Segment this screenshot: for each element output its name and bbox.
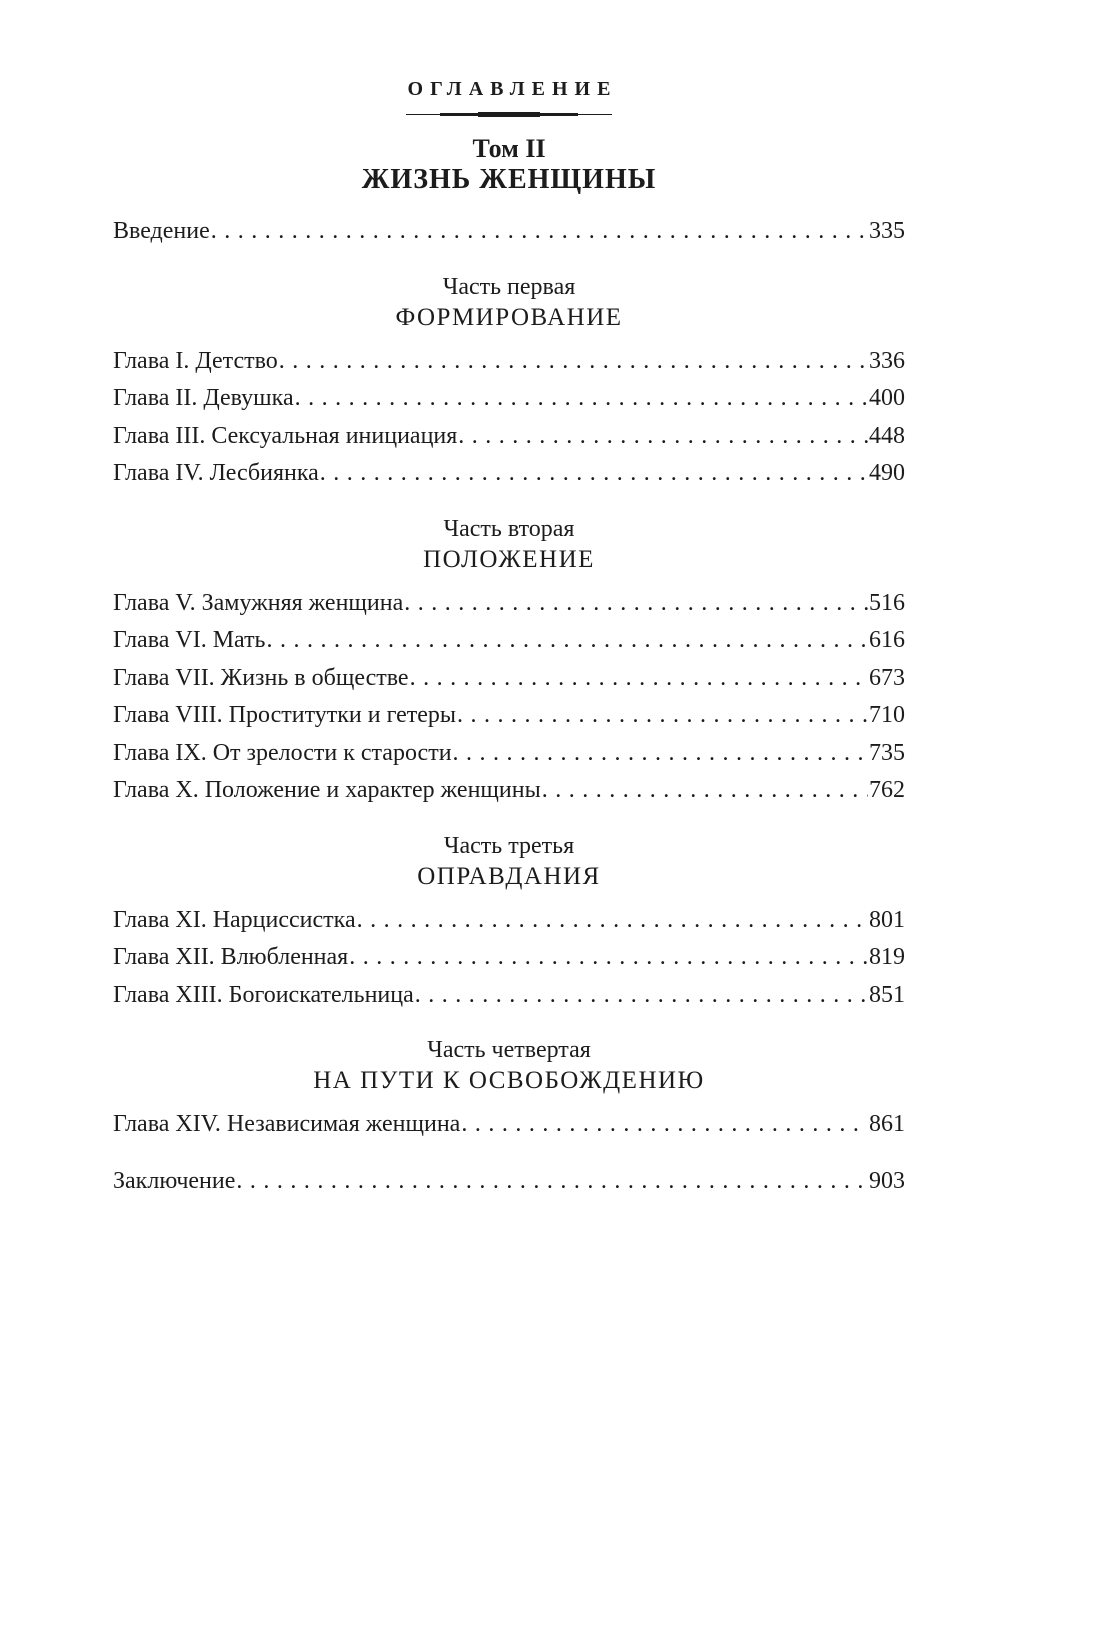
dot-leader bbox=[236, 1163, 868, 1201]
part-heading bbox=[113, 1035, 905, 1097]
dot-leader bbox=[295, 380, 868, 418]
toc-entry-page: 516 bbox=[869, 589, 905, 616]
dot-leader bbox=[211, 213, 868, 251]
part-label: Часть третья bbox=[443, 832, 575, 859]
toc-entry bbox=[113, 1106, 905, 1144]
toc-entry bbox=[113, 455, 905, 493]
chapter-list bbox=[113, 1106, 905, 1144]
toc-entry-page: 336 bbox=[869, 347, 905, 374]
part-title: НА ПУТИ К ОСВОБОЖДЕНИЮ bbox=[313, 1067, 705, 1094]
toc-entry-label: Глава VII. Жизнь в обществе bbox=[113, 664, 409, 691]
toc-entry-label: Глава IX. От зрелости к старости bbox=[113, 739, 452, 766]
toc-entry-label: Глава XIII. Богоискательница bbox=[113, 981, 414, 1008]
part-title: ОПРАВДАНИЯ bbox=[417, 862, 601, 890]
toc-entry-page: 801 bbox=[869, 906, 905, 933]
toc-entry bbox=[113, 343, 905, 381]
chapter-list bbox=[113, 902, 905, 1015]
toc-entry-page: 861 bbox=[869, 1111, 905, 1137]
toc-entry-page: 851 bbox=[869, 981, 905, 1008]
toc-entry-label: Глава III. Сексуальная инициация bbox=[113, 422, 458, 449]
part-label: Часть четвертая bbox=[427, 1037, 591, 1063]
chapter-list bbox=[113, 343, 905, 493]
toc-entry-page: 448 bbox=[869, 422, 905, 449]
dot-leader bbox=[542, 772, 868, 810]
toc-entry-label: Глава I. Детство bbox=[113, 347, 278, 374]
part-title: ПОЛОЖЕНИЕ bbox=[423, 545, 595, 573]
toc-entry bbox=[113, 660, 905, 698]
toc-entry bbox=[113, 585, 905, 623]
toc-entry-page: 710 bbox=[869, 702, 905, 728]
toc-entry-page: 762 bbox=[869, 777, 905, 803]
toc-entry-label: Введение bbox=[113, 218, 210, 244]
toc-entry bbox=[113, 939, 905, 977]
toc-part-3 bbox=[113, 831, 905, 1015]
toc-entry-label: Глава VI. Мать bbox=[113, 627, 266, 653]
toc-entry-page: 673 bbox=[869, 664, 905, 691]
toc-entry bbox=[113, 772, 905, 810]
toc-entry-label: Глава II. Девушка bbox=[113, 385, 294, 411]
toc-entry bbox=[113, 977, 905, 1015]
toc-part-1 bbox=[113, 272, 905, 493]
toc-entry bbox=[113, 735, 905, 773]
toc-entry bbox=[113, 697, 905, 735]
toc-entry bbox=[113, 418, 905, 456]
toc-entry bbox=[113, 622, 905, 660]
volume-heading bbox=[113, 134, 905, 196]
toc-entry-page: 819 bbox=[869, 944, 905, 970]
volume-label: Том II bbox=[472, 134, 546, 163]
toc-entry-conclusion bbox=[113, 1163, 905, 1201]
dot-leader bbox=[461, 1106, 868, 1144]
volume-title: ЖИЗНЬ ЖЕНЩИНЫ bbox=[361, 164, 657, 195]
toc-entry-label: Глава XIV. Независимая женщина bbox=[113, 1111, 461, 1137]
dot-leader bbox=[410, 660, 868, 698]
toc-content bbox=[113, 78, 905, 1200]
dot-leader bbox=[279, 343, 868, 381]
part-label: Часть вторая bbox=[443, 515, 575, 542]
toc-entry-page: 335 bbox=[869, 218, 905, 244]
toc-part-2 bbox=[113, 514, 905, 810]
dot-leader bbox=[404, 585, 868, 623]
part-title: ФОРМИРОВАНИЕ bbox=[395, 303, 623, 331]
dot-leader bbox=[458, 418, 868, 456]
part-label: Часть первая bbox=[442, 273, 576, 300]
toc-entry-label: Глава X. Положение и характер женщины bbox=[113, 777, 541, 803]
toc-entry-label: Глава V. Замужняя женщина bbox=[113, 589, 404, 616]
dot-leader bbox=[267, 622, 869, 660]
dot-leader bbox=[453, 735, 868, 773]
dot-leader bbox=[320, 455, 868, 493]
toc-entry bbox=[113, 902, 905, 940]
toc-part-4 bbox=[113, 1035, 905, 1144]
toc-entry-label: Глава XII. Влюбленная bbox=[113, 944, 349, 970]
toc-entry-label: Глава VIII. Проститутки и гетеры bbox=[113, 702, 457, 728]
toc-entry-page: 490 bbox=[869, 460, 905, 486]
dot-leader bbox=[349, 939, 868, 977]
toc-entry-page: 616 bbox=[869, 627, 905, 653]
dot-leader bbox=[357, 902, 868, 940]
toc-entry-page: 735 bbox=[869, 739, 905, 766]
toc-entry-label: Глава IV. Лесбиянка bbox=[113, 460, 319, 486]
toc-entry-label: Глава XI. Нарциссистка bbox=[113, 906, 356, 933]
toc-entry bbox=[113, 380, 905, 418]
part-heading bbox=[113, 514, 905, 576]
toc-entry-label: Заключение bbox=[113, 1167, 236, 1194]
part-heading bbox=[113, 831, 905, 893]
chapter-list bbox=[113, 585, 905, 810]
toc-entry-page: 400 bbox=[869, 385, 905, 411]
dot-leader bbox=[415, 977, 868, 1015]
dot-leader bbox=[457, 697, 868, 735]
part-heading bbox=[113, 272, 905, 334]
toc-entry-intro bbox=[113, 213, 905, 251]
toc-title: ОГЛАВЛЕНИЕ bbox=[407, 78, 618, 100]
toc-entry-page: 903 bbox=[869, 1167, 905, 1194]
decorative-divider bbox=[406, 112, 612, 117]
